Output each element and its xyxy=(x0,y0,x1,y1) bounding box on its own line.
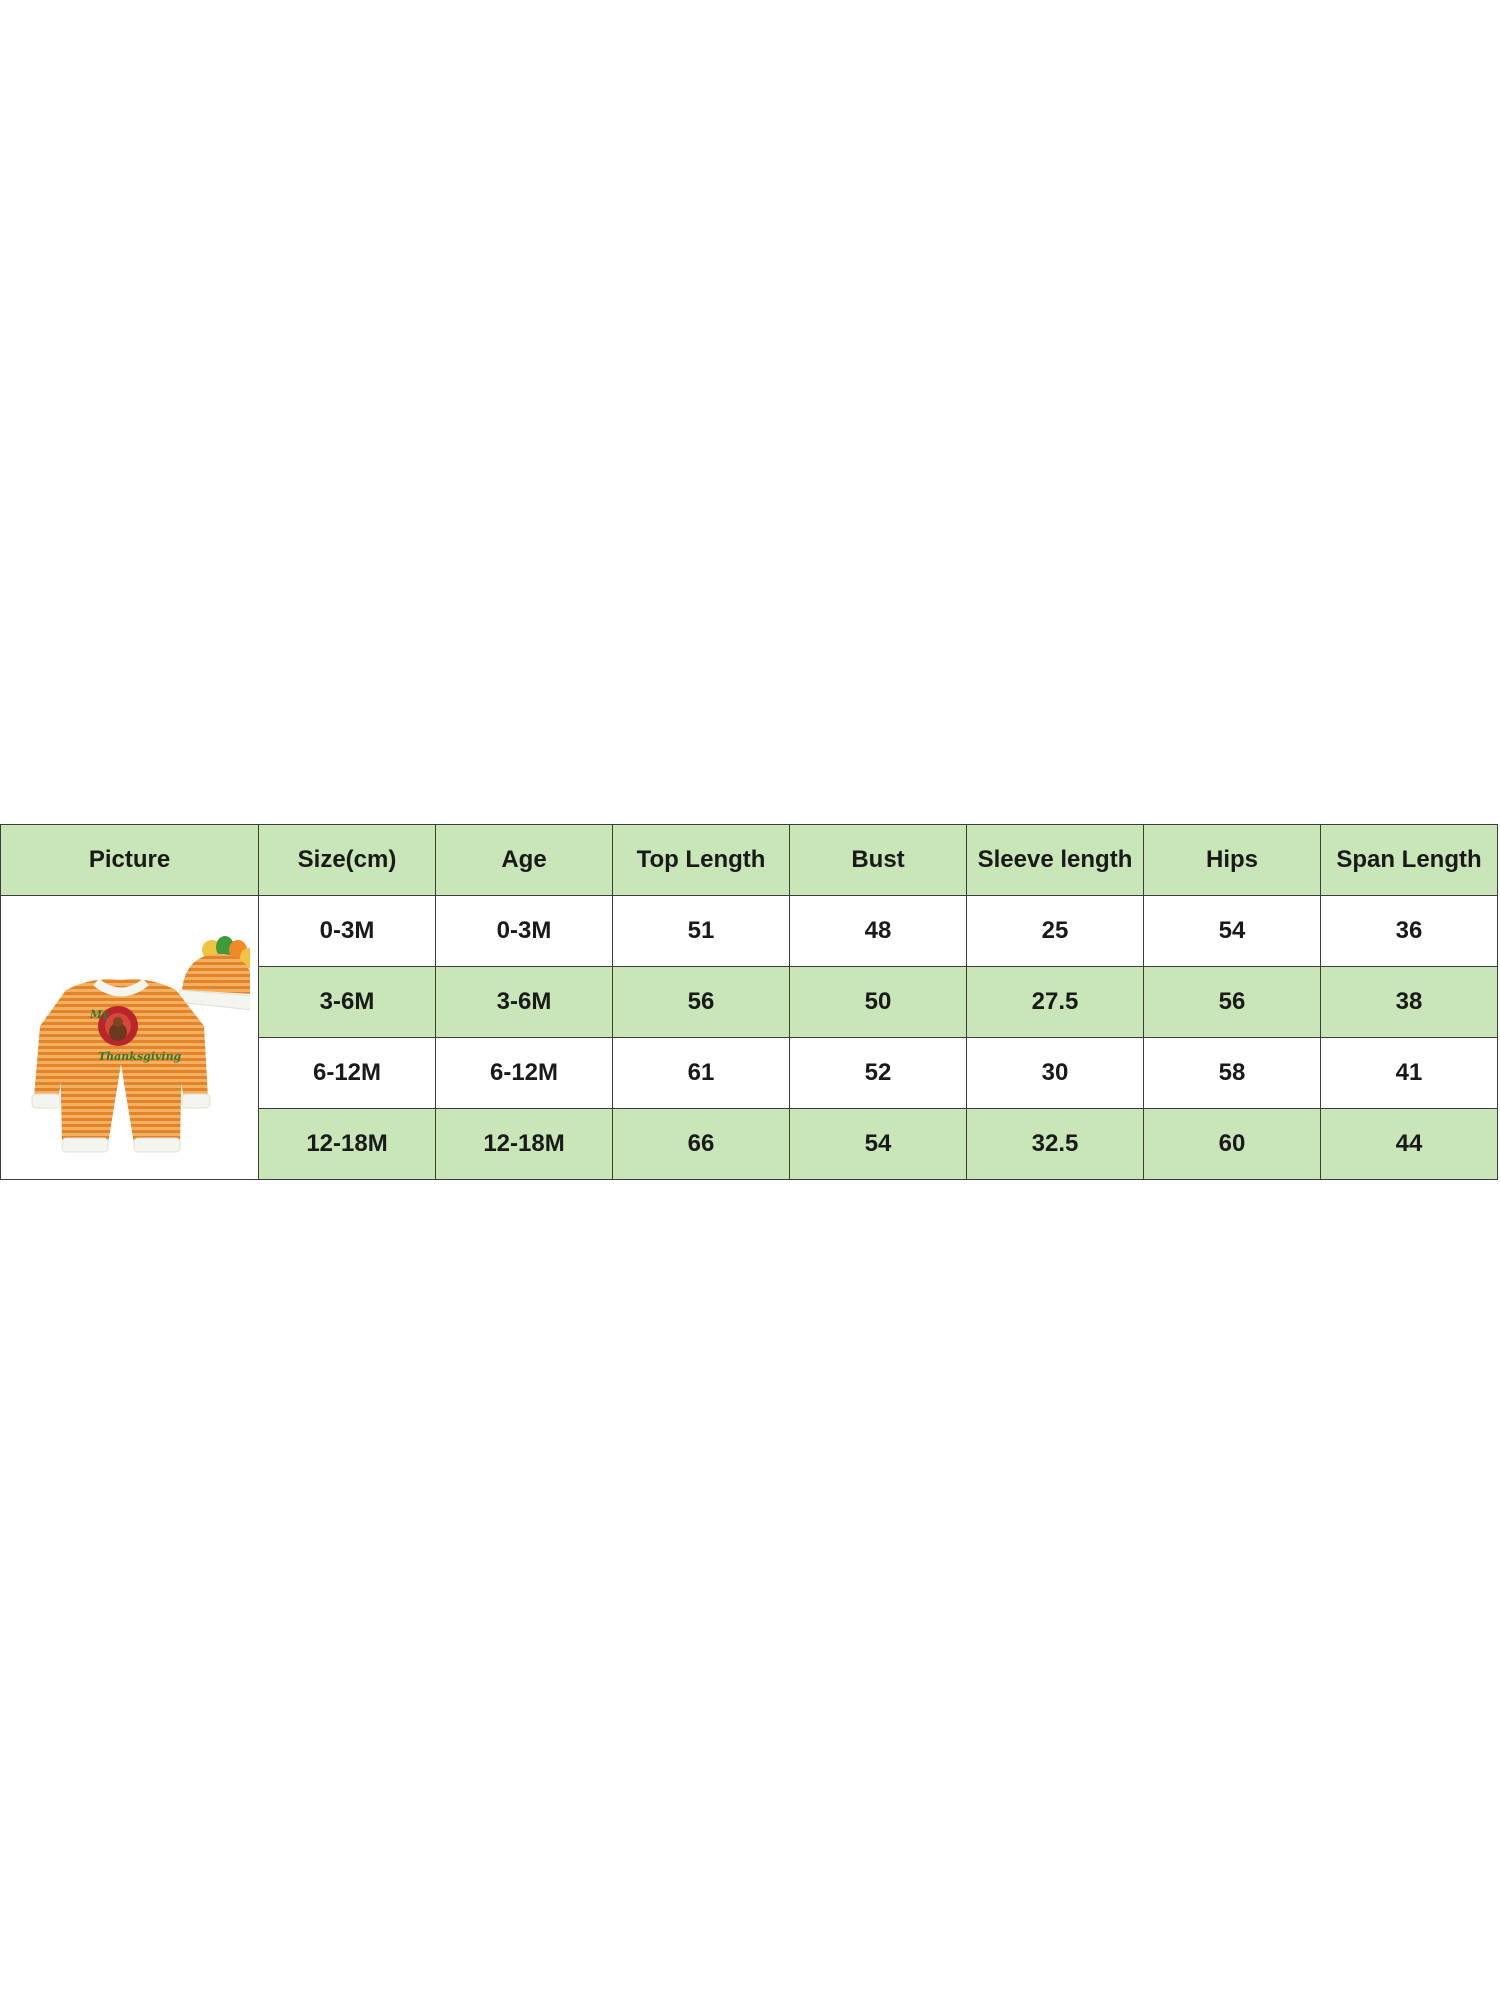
embroidery-text-thanksgiving: Thanksgiving xyxy=(97,1049,181,1063)
cell-top-length: 66 xyxy=(613,1109,790,1180)
hat-graphic xyxy=(178,936,250,1010)
cell-age: 12-18M xyxy=(436,1109,613,1180)
cell-size: 0-3M xyxy=(259,896,436,967)
cell-top-length: 51 xyxy=(613,896,790,967)
header-bust: Bust xyxy=(790,825,967,896)
cell-hips: 54 xyxy=(1144,896,1321,967)
cell-span-length: 36 xyxy=(1321,896,1498,967)
cell-age: 6-12M xyxy=(436,1038,613,1109)
cell-sleeve-length: 25 xyxy=(967,896,1144,967)
cell-top-length: 61 xyxy=(613,1038,790,1109)
striped-romper-and-hat-image xyxy=(10,908,250,1168)
size-chart-table xyxy=(0,824,1498,1180)
cell-sleeve-length: 30 xyxy=(967,1038,1144,1109)
table-row xyxy=(1,896,1498,967)
cell-top-length: 56 xyxy=(613,967,790,1038)
header-row xyxy=(1,825,1498,896)
cell-bust: 48 xyxy=(790,896,967,967)
cell-bust: 50 xyxy=(790,967,967,1038)
cell-span-length: 38 xyxy=(1321,967,1498,1038)
header-top-length: Top Length xyxy=(613,825,790,896)
cell-age: 3-6M xyxy=(436,967,613,1038)
cell-bust: 54 xyxy=(790,1109,967,1180)
cell-size: 3-6M xyxy=(259,967,436,1038)
cell-age: 0-3M xyxy=(436,896,613,967)
cell-hips: 58 xyxy=(1144,1038,1321,1109)
header-span-length: Span Length xyxy=(1321,825,1498,896)
cell-hips: 56 xyxy=(1144,967,1321,1038)
cell-size: 6-12M xyxy=(259,1038,436,1109)
cell-sleeve-length: 32.5 xyxy=(967,1109,1144,1180)
embroidery-text-my: My xyxy=(89,1007,109,1021)
header-age: Age xyxy=(436,825,613,896)
product-picture-cell xyxy=(1,896,259,1180)
romper-graphic xyxy=(32,979,210,1152)
cell-sleeve-length: 27.5 xyxy=(967,967,1144,1038)
cell-span-length: 41 xyxy=(1321,1038,1498,1109)
cell-span-length: 44 xyxy=(1321,1109,1498,1180)
header-sleeve-length: Sleeve length xyxy=(967,825,1144,896)
cell-size: 12-18M xyxy=(259,1109,436,1180)
header-size: Size(cm) xyxy=(259,825,436,896)
header-hips: Hips xyxy=(1144,825,1321,896)
cell-hips: 60 xyxy=(1144,1109,1321,1180)
cell-bust: 52 xyxy=(790,1038,967,1109)
header-picture: Picture xyxy=(1,825,259,896)
